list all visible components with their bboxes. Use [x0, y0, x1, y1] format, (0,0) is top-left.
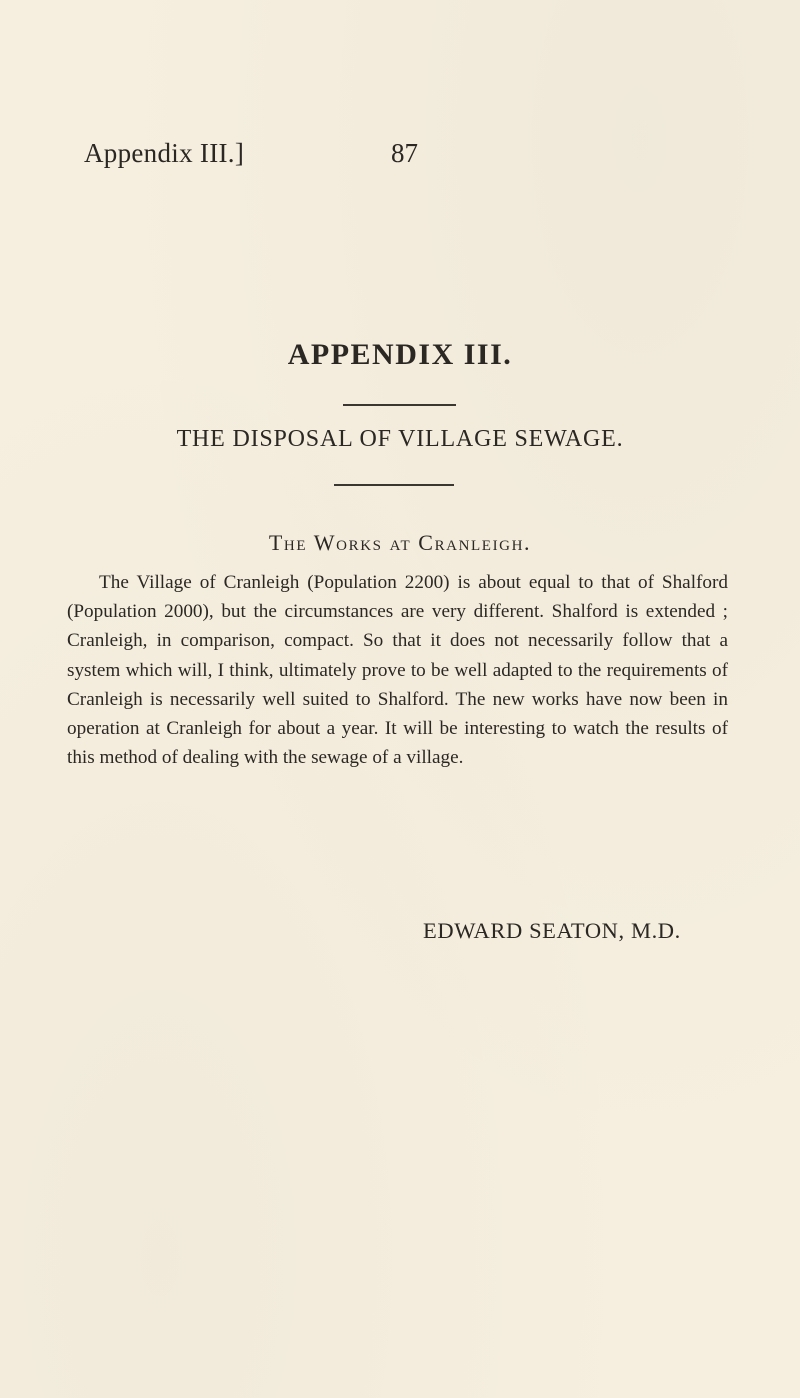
page-number: 87: [391, 138, 418, 168]
body-paragraph: The Village of Cranleigh (Population 2200) is about equal to that of Shalford (Population 2000), but the circumstances are very different. Shalford is extended ; Cranleigh, in comparison, compact. So that it does not necessarily follow that a system which will, I think, ultimately prove to be well adapted to the requirements of Cranleigh is necessarily well suited to Shalford. The new works have now been in operation at Cranleigh for about a year. It will be interesting to watch the results of this method of dealing with the sewage of a village.: [67, 572, 728, 769]
running-head: Appendix III.]: [84, 138, 245, 168]
section-title: THE DISPOSAL OF VILLAGE SEWAGE.: [176, 426, 624, 452]
divider-rule: [334, 484, 454, 486]
appendix-title: APPENDIX III.: [287, 338, 513, 371]
subsection-title: The Works at Cranleigh.: [268, 530, 532, 555]
author-signature: EDWARD SEATON, M.D.: [423, 918, 681, 943]
divider-rule: [343, 404, 456, 406]
